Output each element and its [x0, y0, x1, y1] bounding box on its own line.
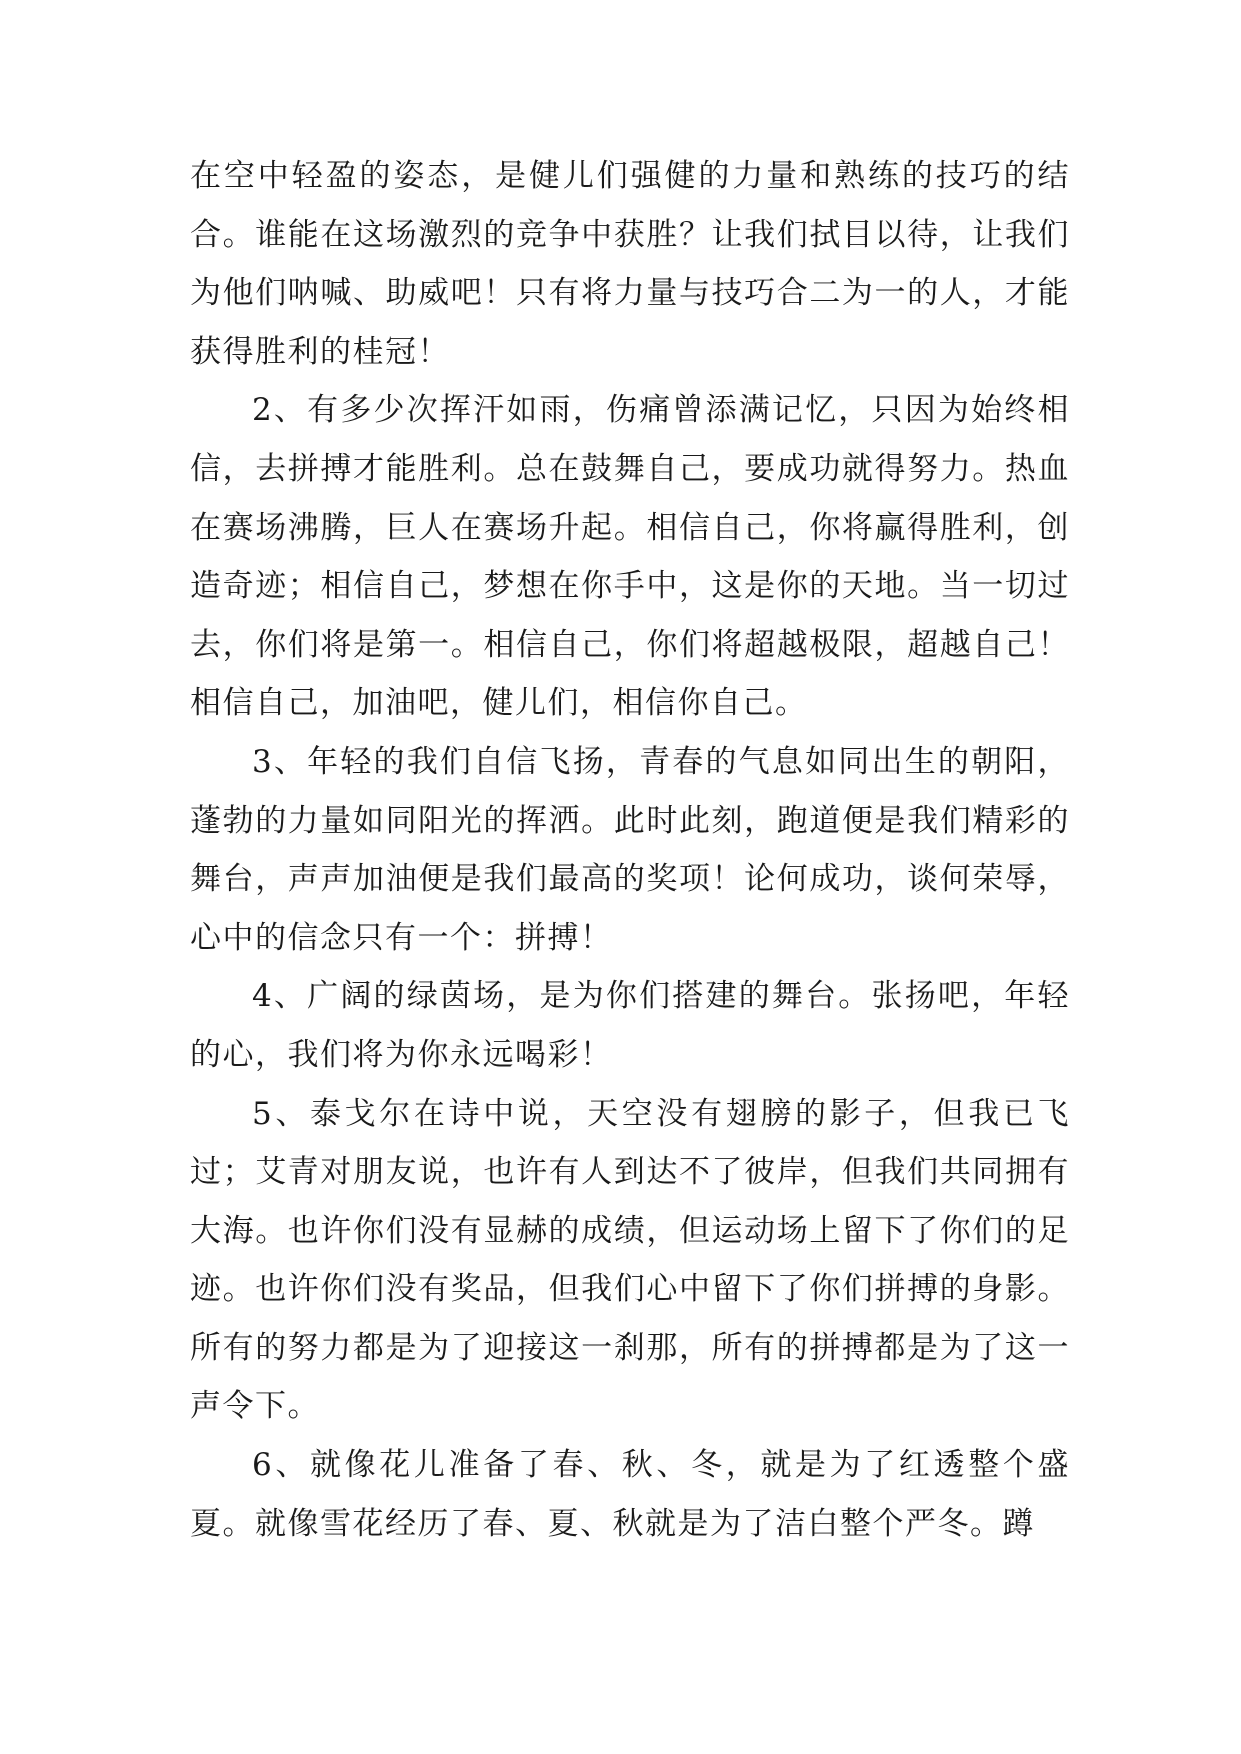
- paragraph-4: 4、广阔的绿茵场，是为你们搭建的舞台。张扬吧，年轻的心，我们将为你永远喝彩！: [190, 978, 1070, 1073]
- paragraph-6: 6、就像花儿准备了春、秋、冬，就是为了红透整个盛夏。就像雪花经历了春、夏、秋就是为了洁白整个严冬。蹲: [190, 1447, 1070, 1542]
- paragraph-3: 3、年轻的我们自信飞扬，青春的气息如同出生的朝阳，蓬勃的力量如同阳光的挥洒。此时此刻，跑道便是我们精彩的舞台，声声加油便是我们最高的奖项！论何成功，谈何荣辱，心中的信念只有一个：拼搏！: [190, 743, 1070, 956]
- paragraph-2: 2、有多少次挥汗如雨，伤痛曾添满记忆，只因为始终相信，去拼搏才能胜利。总在鼓舞自己，要成功就得努力。热血在赛场沸腾，巨人在赛场升起。相信自己，你将赢得胜利，创造奇迹；相信自己，梦想在你手中，这是你的天地。当一切过去，你们将是第一。相信自己，你们将超越极限，超越自己！相信自己，加油吧，健儿们，相信你自己。: [190, 392, 1070, 722]
- document-body: [190, 147, 1070, 1553]
- paragraph-5: 5、泰戈尔在诗中说，天空没有翅膀的影子，但我已飞过；艾青对朋友说，也许有人到达不了彼岸，但我们共同拥有大海。也许你们没有显赫的成绩，但运动场上留下了你们的足迹。也许你们没有奖品，但我们心中留下了你们拼搏的身影。所有的努力都是为了迎接这一刹那，所有的拼搏都是为了这一声令下。: [190, 1095, 1070, 1425]
- paragraph-1: 在空中轻盈的姿态，是健儿们强健的力量和熟练的技巧的结合。谁能在这场激烈的竞争中获胜？让我们拭目以待，让我们为他们呐喊、助威吧！只有将力量与技巧合二为一的人，才能获得胜利的桂冠！: [190, 158, 1070, 370]
